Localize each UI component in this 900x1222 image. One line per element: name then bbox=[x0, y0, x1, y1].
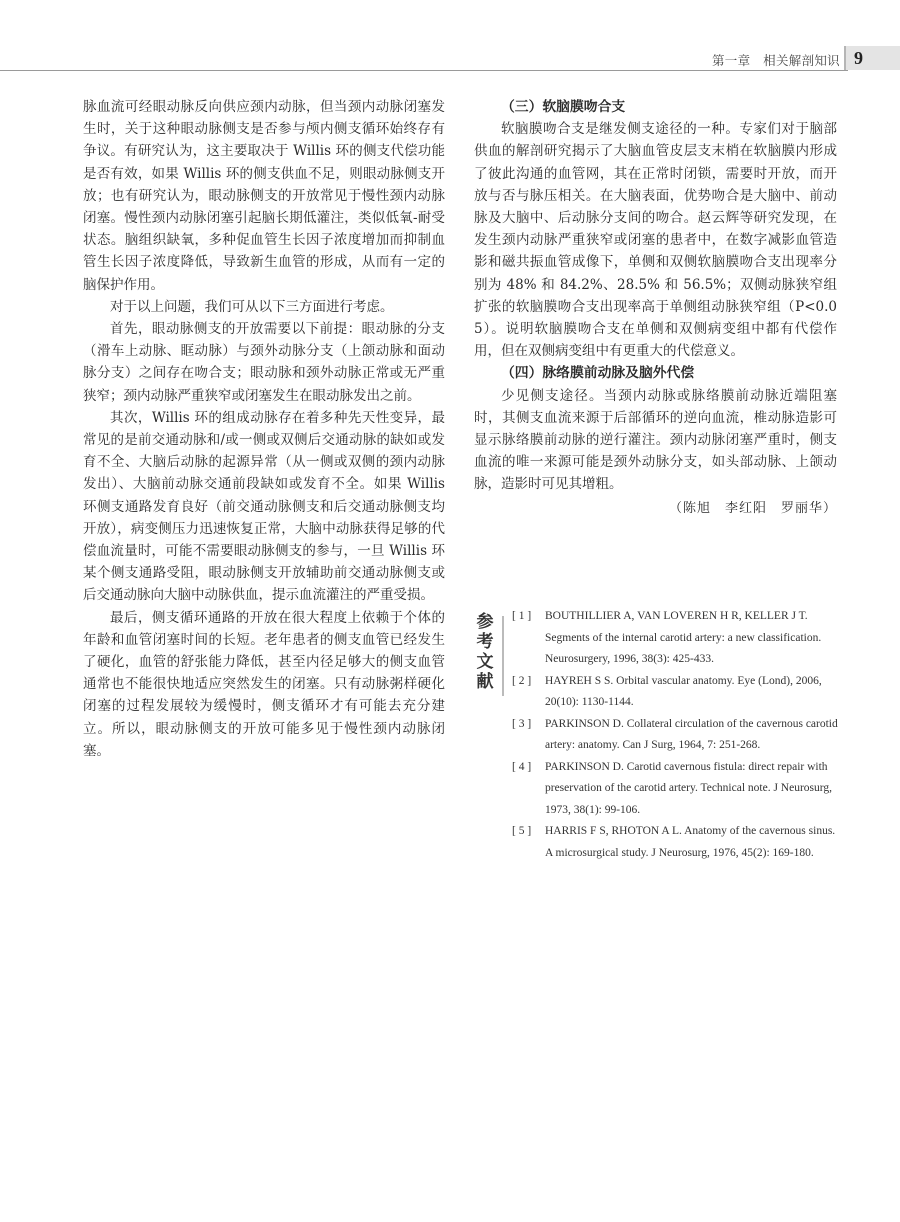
reference-text: HAYREH S S. Orbital vascular anatomy. Eye (Lond), 2006, 20(10): 1130-1144. bbox=[545, 674, 822, 708]
reference-item bbox=[512, 714, 839, 757]
reference-number: [ 5 ] bbox=[512, 825, 532, 837]
reference-item bbox=[512, 606, 839, 671]
chapter-title: 第一章 相关解剖知识 bbox=[711, 53, 840, 68]
paragraph: 软脑膜吻合支是继发侧支途径的一种。专家们对于脑部供血的解剖研究揭示了大脑血管皮层支末梢在软脑膜内形成了彼此沟通的血管网，其在正常时闭锁，需要时开放，而开放与否与脉压相关。在大脑表面，优势吻合是大脑中、前动脉及大脑中、后动脉分支间的吻合。赵云辉等研究发现，在发生颈内动脉严重狭窄或闭塞的患者中，在数字减影血管造影和磁共振血管成像下，单侧和双侧软脑膜吻合支出现率分别为 48% 和 84.2%、28.5% 和 56.5%；双侧动脉狭窄组扩张的软脑膜吻合支出现率高于单侧组动脉狭窄组（P<0.05）。说明软脑膜吻合支在单侧和双侧病变组中都有代偿作用，但在双侧病变组中有更重大的代偿意义。 bbox=[474, 121, 837, 360]
paragraph: 脉血流可经眼动脉反向供应颈内动脉，但当颈内动脉闭塞发生时，关于这种眼动脉侧支是否参与颅内侧支循环始终存有争议。有研究认为，这主要取决于 Willis 环的侧支代偿功能是否有效，如果 Willis 环的侧支供血不足，则眼动脉侧支开放；也有研究认为，眼动脉侧支的开放常见于慢性颈内动脉闭塞。慢性颈内动脉闭塞引起脑长期低灌注，类似低氧-耐受状态。脑组织缺氧，多种促血管生长因子浓度增加而抑制血管生长因子浓度降低，导致新生血管的形成，从而有一定的脑保护作用。 bbox=[83, 99, 445, 293]
authors: （陈旭 李红阳 罗丽华） bbox=[668, 500, 837, 516]
paragraph: 少见侧支途径。当颈内动脉或脉络膜前动脉近端阻塞时，其侧支血流来源于后部循环的逆向血流，椎动脉造影可显示脉络膜前动脉的逆行灌注。颈内动脉闭塞严重时，侧支血流的唯一来源可能是颈外动脉分支，如头部动脉、上颌动脉，造影时可见其增粗。 bbox=[474, 387, 837, 493]
reference-item bbox=[512, 671, 839, 714]
paragraph: 对于以上问题，我们可从以下三方面进行考虑。 bbox=[110, 298, 394, 315]
reference-text: PARKINSON D. Collateral circulation of the cavernous carotid artery: anatomy. Can J Surg, 1964, 7: 251-268. bbox=[545, 717, 838, 751]
reference-number: [ 2 ] bbox=[512, 674, 532, 687]
page-number: 9 bbox=[844, 46, 900, 70]
left-column bbox=[83, 96, 445, 762]
reference-text: HARRIS F S, RHOTON A L. Anatomy of the cavernous sinus. A microsurgical study. J Neurosurg, 1976, 45(2): 169-180. bbox=[545, 825, 836, 859]
paragraph: 其次，Willis 环的组成动脉存在着多种先天性变异，最常见的是前交通动脉和/或一侧或双侧后交通动脉的缺如或发育不全、大脑后动脉的起源异常（从一侧或双侧的颈内动脉发出）、大脑前动脉交通前段缺如或发育不全。如果 Willis 环侧支通路发育良好（前交通动脉侧支和后交通动脉侧支均开放），病变侧压力迅速恢复正常，大脑中动脉获得足够的代偿血流量时，可能不需要眼动脉侧支的参与，一旦 Willis 环某个侧支通路受阻，眼动脉侧支开放辅助前交通动脉侧支或后交通动脉向大脑中动脉供血，提示血流灌注的严重受损。 bbox=[83, 409, 445, 604]
reference-number: [ 1 ] bbox=[512, 610, 532, 622]
references-divider bbox=[502, 616, 504, 696]
right-column bbox=[474, 96, 837, 520]
section-heading-4: （四）脉络膜前动脉及脑外代偿 bbox=[501, 365, 695, 382]
reference-text: BOUTHILLIER A, VAN LOVEREN H R, KELLER J T. Segments of the internal carotid artery: a new classification. Neurosurgery, 1996, 38(3): 425-433. bbox=[545, 610, 822, 665]
section-heading-3: （三）软脑膜吻合支 bbox=[501, 99, 626, 115]
paragraph: 最后，侧支循环通路的开放在很大程度上依赖于个体的年龄和血管闭塞时间的长短。老年患者的侧支血管已经发生了硬化，血管的舒张能力降低，甚至内径足够大的侧支血管通常也不能很快地适应突然发生的闭塞。只有动脉粥样硬化闭塞的过程发展较为缓慢时，侧支循环才有可能去充分建立。所以，眼动脉侧支的开放可能多见于慢性颈内动脉闭塞。 bbox=[83, 609, 445, 759]
header-rule bbox=[0, 70, 848, 71]
paragraph: 首先，眼动脉侧支的开放需要以下前提：眼动脉的分支（滑车上动脉、眶动脉）与颈外动脉分支（上颌动脉和面动脉分支）之间存在吻合支；眼动脉和颈外动脉正常或无严重狭窄；颈内动脉严重狭窄或闭塞发生在眼动脉发出之前。 bbox=[83, 321, 445, 404]
references-label: 参考文献 bbox=[476, 612, 494, 692]
reference-number: [ 3 ] bbox=[512, 717, 532, 730]
reference-number: [ 4 ] bbox=[512, 760, 532, 773]
reference-list bbox=[512, 606, 839, 864]
reference-item bbox=[512, 757, 839, 822]
reference-text: PARKINSON D. Carotid cavernous fistula: direct repair with preservation of the carotid artery. Technical note. J Neurosurg, 1973, 38(1): 99-106. bbox=[545, 760, 833, 816]
reference-item bbox=[512, 821, 839, 864]
